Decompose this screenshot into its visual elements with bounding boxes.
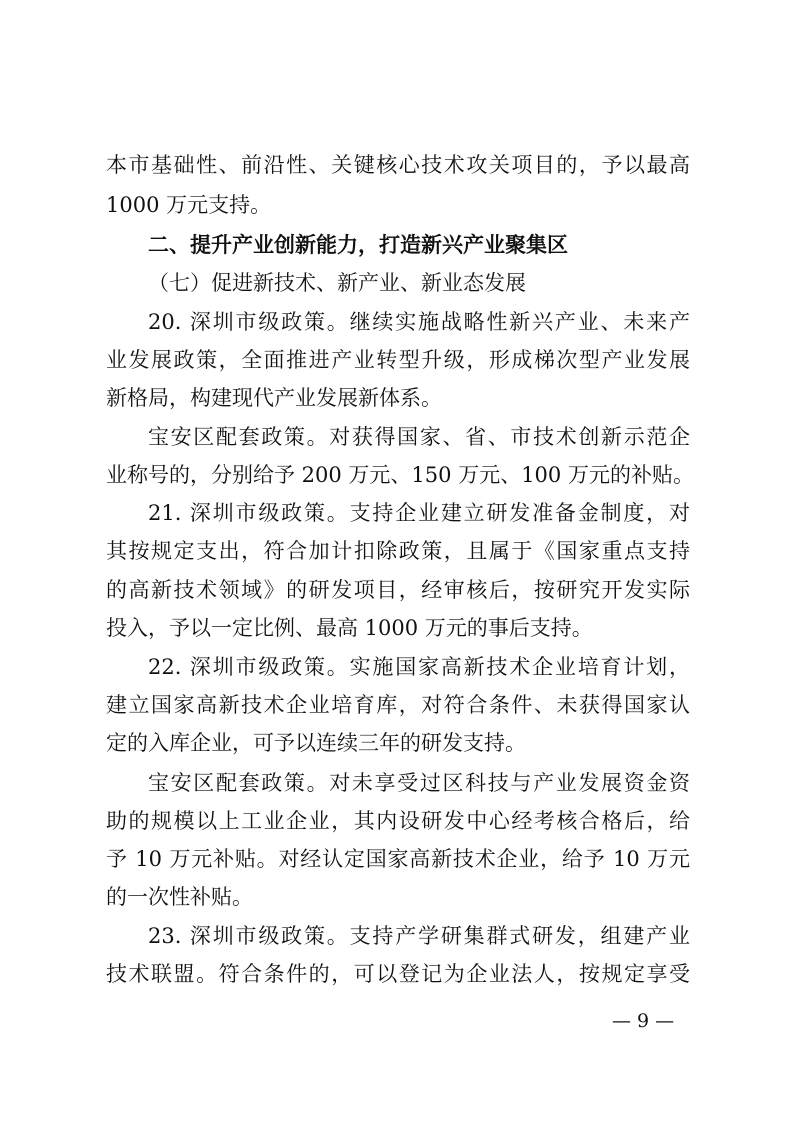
body-line: 技术联盟。符合条件的，可以登记为企业法人，按规定享受 xyxy=(106,962,690,986)
body-line: 定的入库企业，可予以连续三年的研发支持。 xyxy=(106,731,526,755)
body-line: 投入，予以一定比例、最高 1000 万元的事后支持。 xyxy=(106,616,593,640)
body-line: 宝安区配套政策。对获得国家、省、市技术创新示范企 xyxy=(148,425,690,449)
body-line: 23. 深圳市级政策。支持产学研集群式研发，组建产业 xyxy=(148,924,690,948)
section-heading: 二、提升产业创新能力，打造新兴产业聚集区 xyxy=(148,233,568,257)
body-line: 业发展政策，全面推进产业转型升级，形成梯次型产业发展 xyxy=(106,348,690,372)
body-line: 20. 深圳市级政策。继续实施战略性新兴产业、未来产 xyxy=(148,310,690,334)
page-number: — 9 — xyxy=(612,1010,675,1032)
body-line: 的高新技术领域》的研发项目，经审核后，按研究开发实际 xyxy=(106,578,690,602)
body-line: 新格局，构建现代产业发展新体系。 xyxy=(106,386,442,410)
body-line: 的一次性补贴。 xyxy=(106,885,253,909)
body-line: 宝安区配套政策。对未享受过区科技与产业发展资金资 xyxy=(148,771,690,795)
body-line: 21. 深圳市级政策。支持企业建立研发准备金制度，对 xyxy=(148,501,690,525)
body-line: 其按规定支出，符合加计扣除政策，且属于《国家重点支持 xyxy=(106,539,690,563)
body-line: 助的规模以上工业企业，其内设研发中心经考核合格后，给 xyxy=(106,809,690,833)
body-line: 本市基础性、前沿性、关键核心技术攻关项目的，予以最高 xyxy=(106,153,690,177)
subsection-heading: （七）促进新技术、新产业、新业态发展 xyxy=(148,271,526,295)
body-line: 1000 万元支持。 xyxy=(106,193,272,217)
body-line: 业称号的，分别给予 200 万元、150 万元、100 万元的补贴。 xyxy=(106,463,694,487)
body-line: 予 10 万元补贴。对经认定国家高新技术企业，给予 10 万元 xyxy=(106,847,690,871)
body-line: 22. 深圳市级政策。实施国家高新技术企业培育计划， xyxy=(148,655,690,679)
body-line: 建立国家高新技术企业培育库，对符合条件、未获得国家认 xyxy=(106,693,690,717)
